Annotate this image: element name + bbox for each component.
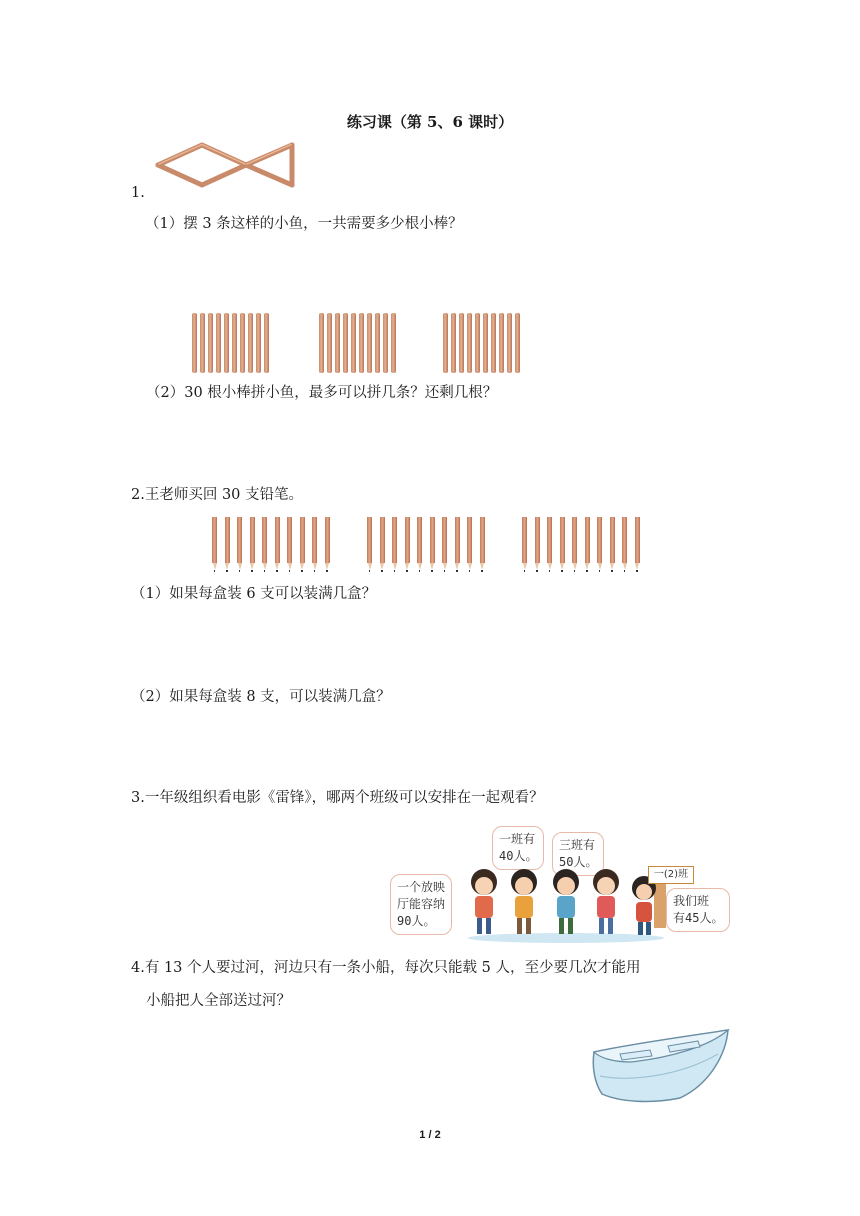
q4-line1: 4.有 13 个人要过河，河边只有一条小船，每次只能载 5 人，至少要几次才能用 xyxy=(131,960,641,976)
class2-bubble: 我们班 有45人。 xyxy=(666,888,730,932)
stick-bundles xyxy=(192,313,523,373)
stick xyxy=(507,313,512,373)
pencil-icon xyxy=(287,517,292,572)
stick xyxy=(319,313,324,373)
stick xyxy=(499,313,504,373)
pencil-icon xyxy=(610,517,615,572)
pencil-bundles xyxy=(212,517,647,572)
stick xyxy=(224,313,229,373)
stick xyxy=(459,313,464,373)
pencil-group-3 xyxy=(522,517,647,572)
stick xyxy=(359,313,364,373)
stick xyxy=(383,313,388,373)
pencil-icon xyxy=(535,517,540,572)
pencil-icon xyxy=(417,517,422,572)
stick xyxy=(491,313,496,373)
pencil-icon xyxy=(455,517,460,572)
stick xyxy=(240,313,245,373)
class-scene-illustration xyxy=(386,822,738,944)
stick xyxy=(248,313,253,373)
q3-text: 3.一年级组织看电影《雷锋》，哪两个班级可以安排在一起观看？ xyxy=(131,790,544,806)
pencil-icon xyxy=(480,517,485,572)
pencil-icon xyxy=(250,517,255,572)
pencil-icon xyxy=(262,517,267,572)
q2-text: 2.王老师买回 30 支铅笔。 xyxy=(131,487,304,503)
q1-sub2: （2）30 根小棒拼小鱼，最多可以拼几条？还剩几根？ xyxy=(146,385,498,401)
pencil-icon xyxy=(380,517,385,572)
pencil-icon xyxy=(212,517,217,572)
q1-number: 1. xyxy=(131,185,145,201)
stick xyxy=(200,313,205,373)
stick xyxy=(375,313,380,373)
stick xyxy=(467,313,472,373)
pencil-icon xyxy=(275,517,280,572)
pencil-icon xyxy=(442,517,447,572)
pencil-icon xyxy=(312,517,317,572)
pencil-icon xyxy=(547,517,552,572)
stick xyxy=(256,313,261,373)
stick xyxy=(232,313,237,373)
q2-sub1: （1）如果每盒装 6 支可以装满几盒？ xyxy=(131,586,377,602)
stick-group-3 xyxy=(443,313,523,373)
stick xyxy=(351,313,356,373)
pencil-icon xyxy=(225,517,230,572)
stick-group-1 xyxy=(192,313,272,373)
stick xyxy=(335,313,340,373)
page-number: 1 / 2 xyxy=(419,1129,441,1141)
pencil-icon xyxy=(572,517,577,572)
stick xyxy=(475,313,480,373)
pencil-group-2 xyxy=(367,517,492,572)
q4-line2: 小船把人全部送过河？ xyxy=(146,993,291,1009)
stick xyxy=(216,313,221,373)
fish-stick-figure xyxy=(152,140,302,196)
pencil-icon xyxy=(300,517,305,572)
stick xyxy=(391,313,396,373)
class3-bubble: 三班有 50人。 xyxy=(552,832,604,876)
stick-group-2 xyxy=(319,313,399,373)
pencil-icon xyxy=(522,517,527,572)
class-sign: 一(2)班 xyxy=(648,866,694,884)
pencil-icon xyxy=(325,517,330,572)
stick xyxy=(443,313,448,373)
q1-sub1: （1）摆 3 条这样的小鱼，一共需要多少根小棒？ xyxy=(145,216,463,232)
class1-bubble: 一班有 40人。 xyxy=(492,826,544,870)
children-figures xyxy=(466,862,666,944)
stick xyxy=(208,313,213,373)
pencil-icon xyxy=(585,517,590,572)
q2-sub2: （2）如果每盒装 8 支，可以装满几盒？ xyxy=(131,689,391,705)
stick xyxy=(515,313,520,373)
stick xyxy=(343,313,348,373)
pencil-icon xyxy=(405,517,410,572)
stick xyxy=(483,313,488,373)
stick xyxy=(367,313,372,373)
stick xyxy=(327,313,332,373)
stick xyxy=(451,313,456,373)
stick xyxy=(264,313,269,373)
pencil-icon xyxy=(430,517,435,572)
stick xyxy=(192,313,197,373)
hall-capacity-bubble: 一个放映 厅能容纳 90人。 xyxy=(390,874,452,935)
pencil-icon xyxy=(635,517,640,572)
pencil-group-1 xyxy=(212,517,337,572)
pencil-icon xyxy=(392,517,397,572)
pencil-icon xyxy=(597,517,602,572)
boat-illustration xyxy=(590,1024,732,1106)
pencil-icon xyxy=(467,517,472,572)
page-title: 练习课（第 5、6 课时） xyxy=(346,113,514,131)
pencil-icon xyxy=(367,517,372,572)
pencil-icon xyxy=(560,517,565,572)
pencil-icon xyxy=(237,517,242,572)
pencil-icon xyxy=(622,517,627,572)
